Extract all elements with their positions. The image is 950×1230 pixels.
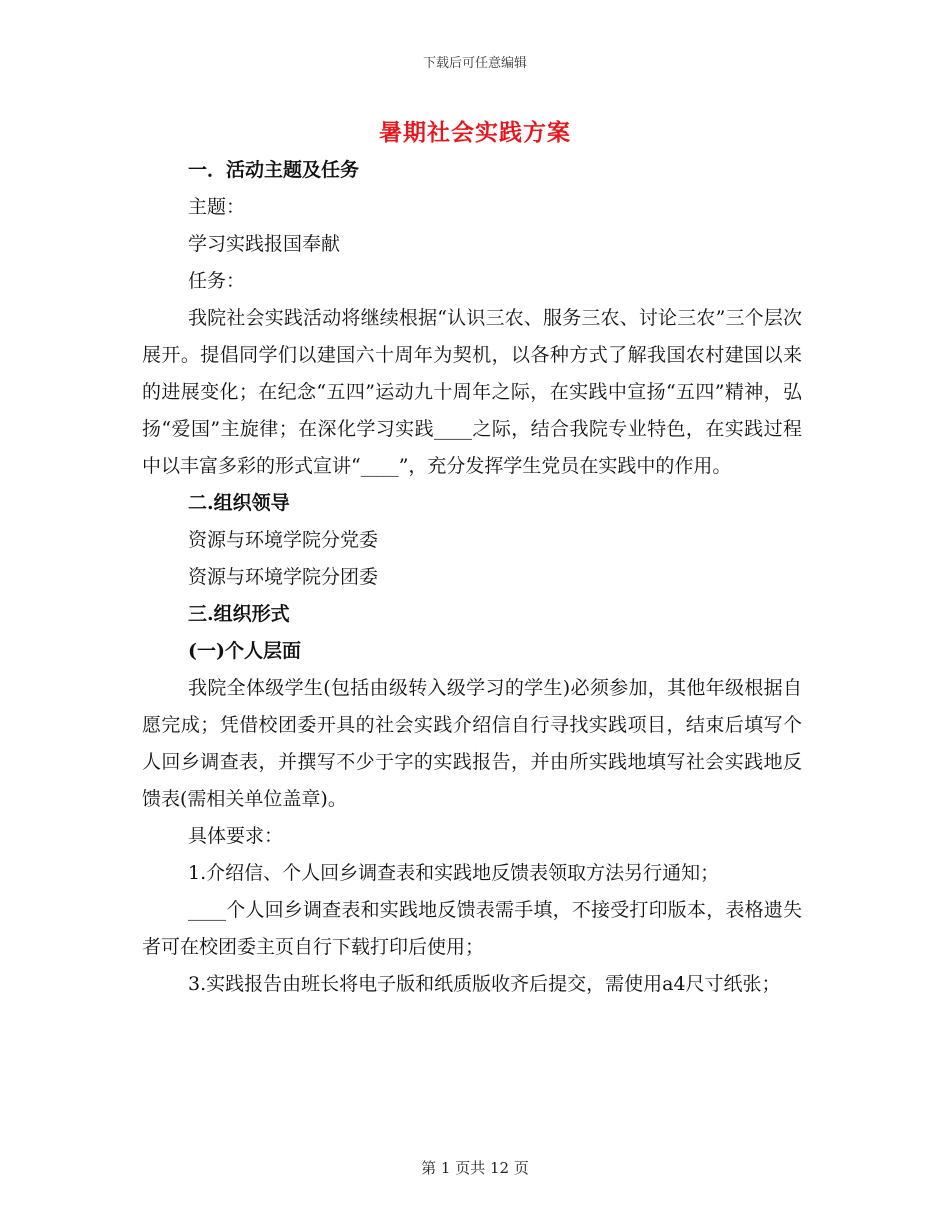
- header-note: 下载后可任意编辑: [422, 56, 527, 71]
- document-body: [142, 152, 802, 1003]
- leadership-item: 资源与环境学院分团委: [188, 566, 379, 588]
- theme-value: 学习实践报国奉献: [188, 233, 341, 255]
- task-paragraph: 我院社会实践活动将继续根据“认识三农、服务三农、讨论三农”三个层次展开。提倡同学们以建国六十周年为契机，以各种方式了解我国农村建国以来的进展变化；在纪念“五四”运动九十周年之际，在实践中宣扬“五四”精神，弘扬“爱国”主旋律；在深化学习实践____之际，结合我院专业特色，在实践过程中以丰富多彩的形式宣讲“____”，充分发挥学生党员在实践中的作用。: [142, 307, 802, 477]
- requirement-item: 1.介绍信、个人回乡调查表和实践地反馈表领取方法另行通知；: [188, 862, 720, 884]
- subsection-heading-individual: (一)个人层面: [188, 640, 301, 662]
- document-title: 暑期社会实践方案: [379, 119, 571, 146]
- task-label: 任务：: [188, 270, 246, 292]
- leadership-item: 资源与环境学院分党委: [188, 529, 379, 551]
- page-footer: 第 1 页共 12 页: [421, 1159, 529, 1177]
- requirements-label: 具体要求：: [188, 825, 284, 847]
- theme-label: 主题：: [188, 196, 246, 218]
- section-heading-leadership: 二.组织领导: [188, 492, 290, 514]
- individual-paragraph: 我院全体级学生(包括由级转入级学习的学生)必须参加，其他年级根据自愿完成；凭借校团委开具的社会实践介绍信自行寻找实践项目，结束后填写个人回乡调查表，并撰写不少于字的实践报告，并由所实践地填写社会实践地反馈表(需相关单位盖章)。: [142, 677, 802, 810]
- section-heading-theme: 一．活动主题及任务: [188, 159, 360, 181]
- requirement-item: 3.实践报告由班长将电子版和纸质版收齐后提交，需使用a4尺寸纸张；: [188, 973, 781, 995]
- section-heading-form: 三.组织形式: [188, 603, 290, 625]
- requirement-item: ____个人回乡调查表和实践地反馈表需手填，不接受打印版本，表格遗失者可在校团委主页自行下载打印后使用；: [142, 899, 802, 958]
